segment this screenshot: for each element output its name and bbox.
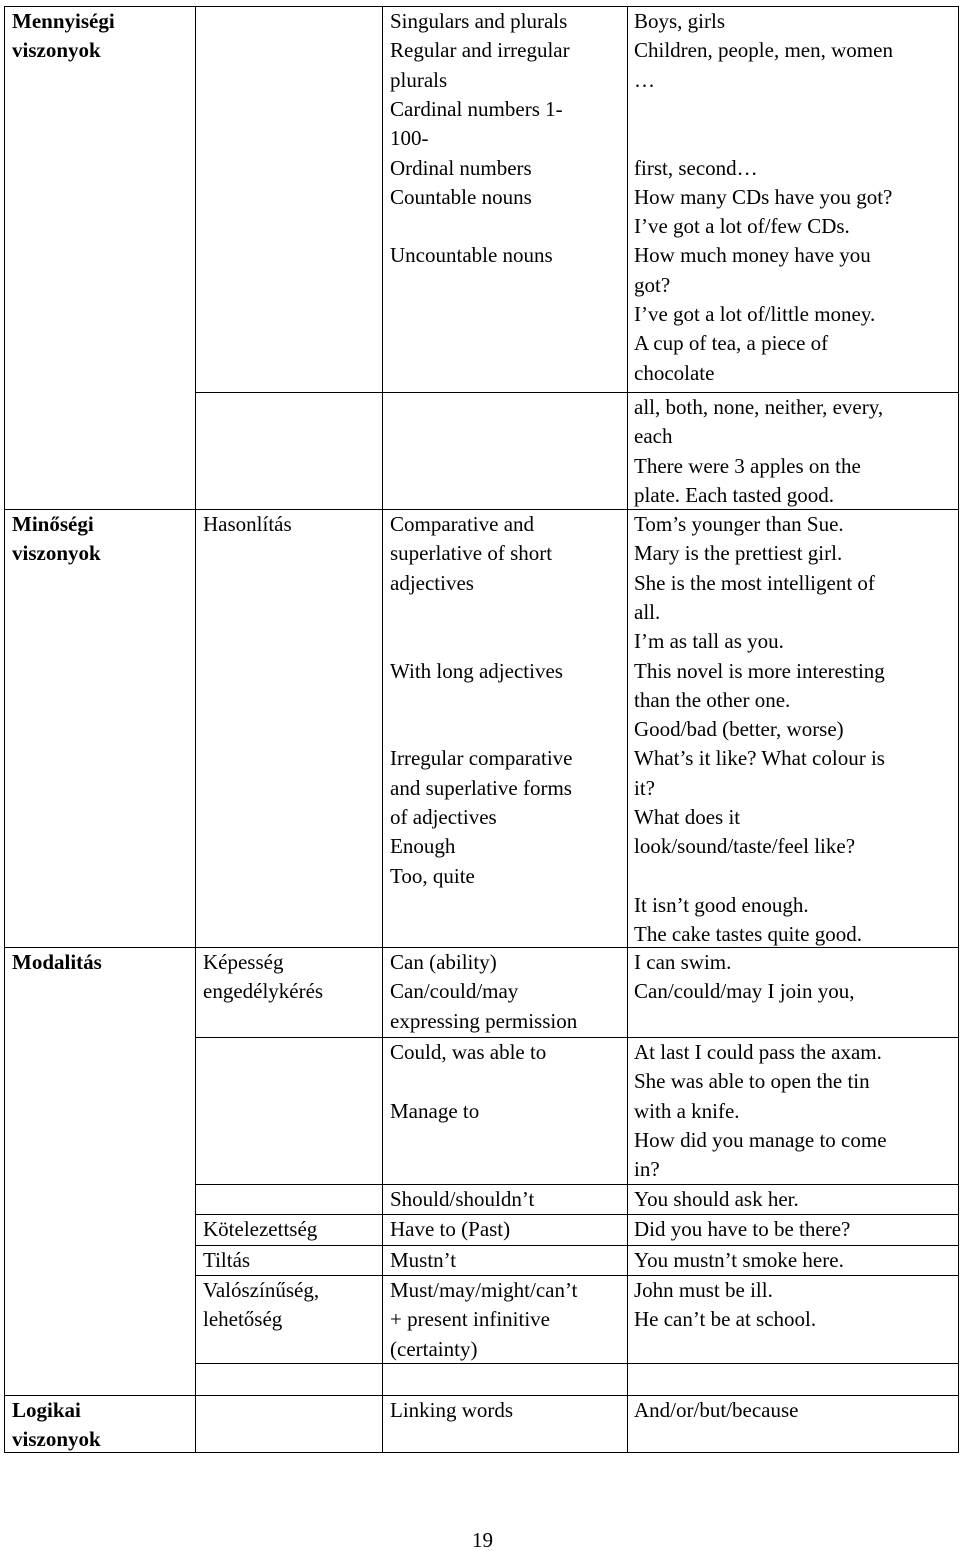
example-sentence: He can’t be at school. <box>634 1307 817 1332</box>
table-rule-horizontal <box>4 1452 959 1453</box>
table-rule-vertical <box>195 6 196 1453</box>
example-sentence: John must be ill. <box>634 1278 773 1302</box>
example-sentence: At last I could pass the axam. <box>634 1040 882 1064</box>
grammar-topic: Comparative and <box>390 512 535 536</box>
table-rule-horizontal <box>195 1363 959 1364</box>
example-sentence: than the other one. <box>634 687 791 712</box>
example-sentence: It isn’t good enough. <box>634 892 809 917</box>
section-label: viszonyok <box>12 541 101 566</box>
subcategory-label: Tiltás <box>203 1248 251 1272</box>
example-sentence: She is the most intelligent of <box>634 570 875 595</box>
table-rule-vertical <box>4 6 5 1453</box>
example-sentence: look/sound/taste/feel like? <box>634 834 856 859</box>
example-sentence: I’ve got a lot of/little money. <box>634 302 876 326</box>
grammar-topic: adjectives <box>390 570 474 595</box>
example-sentence: And/or/but/because <box>634 1398 799 1422</box>
grammar-topic: expressing permission <box>390 1008 578 1033</box>
example-sentence: What’s it like? What colour is <box>634 746 885 771</box>
subcategory-label: Hasonlítás <box>203 512 292 536</box>
example-sentence: The cake tastes quite good. <box>634 922 863 947</box>
example-sentence: I can swim. <box>634 950 732 974</box>
example-sentence: first, second… <box>634 155 758 180</box>
subcategory-label: Valószínűség, <box>203 1278 320 1302</box>
example-sentence: I’m as tall as you. <box>634 629 784 654</box>
grammar-topic: With long adjectives <box>390 658 563 683</box>
grammar-topic: Enough <box>390 834 456 859</box>
grammar-topic: Should/shouldn’t <box>390 1187 535 1211</box>
example-sentence: … <box>634 67 655 92</box>
grammar-topic: Regular and irregular <box>390 38 570 63</box>
section-label: Logikai <box>12 1398 81 1422</box>
example-sentence: Tom’s younger than Sue. <box>634 512 844 536</box>
grammar-topic: Ordinal numbers <box>390 155 532 180</box>
example-sentence: What does it <box>634 805 741 829</box>
example-sentence: You mustn’t smoke here. <box>634 1248 844 1272</box>
example-sentence: with a knife. <box>634 1098 740 1123</box>
table-rule-vertical <box>958 6 959 1453</box>
section-label: viszonyok <box>12 1427 101 1452</box>
grammar-topic: Mustn’t <box>390 1248 457 1272</box>
grammar-topic: Countable nouns <box>390 184 532 209</box>
table-rule-vertical <box>627 6 628 1453</box>
grammar-topic: and superlative forms <box>390 775 572 800</box>
example-sentence: Children, people, men, women <box>634 38 893 63</box>
example-sentence: How much money have you <box>634 243 871 268</box>
grammar-topic: plurals <box>390 67 448 92</box>
example-sentence: Can/could/may I join you, <box>634 979 855 1004</box>
grammar-topic: Too, quite <box>390 863 475 888</box>
example-sentence: A cup of tea, a piece of <box>634 331 829 356</box>
grammar-topic: Singulars and plurals <box>390 9 568 33</box>
section-label: Mennyiségi <box>12 9 115 33</box>
example-sentence: You should ask her. <box>634 1187 799 1211</box>
example-sentence: all, both, none, neither, every, <box>634 395 884 419</box>
example-sentence: it? <box>634 775 655 800</box>
grammar-topic: Cardinal numbers 1- <box>390 96 563 121</box>
example-sentence: I’ve got a lot of/few CDs. <box>634 214 850 239</box>
example-sentence: in? <box>634 1157 660 1182</box>
example-sentence: How did you manage to come <box>634 1127 887 1152</box>
grammar-topic: Can/could/may <box>390 979 519 1004</box>
grammar-topic: Can (ability) <box>390 950 497 974</box>
example-sentence: Did you have to be there? <box>634 1217 851 1241</box>
example-sentence: She was able to open the tin <box>634 1069 870 1094</box>
section-label: Modalitás <box>12 950 102 974</box>
subcategory-label: Képesség <box>203 950 284 974</box>
subcategory-label: lehetőség <box>203 1307 283 1332</box>
subcategory-label: Kötelezettség <box>203 1217 318 1241</box>
example-sentence: There were 3 apples on the <box>634 453 861 478</box>
grammar-topic: Manage to <box>390 1098 480 1123</box>
example-sentence: got? <box>634 272 671 297</box>
grammar-topic: Could, was able to <box>390 1040 547 1064</box>
page-number: 19 <box>472 1528 493 1552</box>
table-rule-horizontal <box>195 1245 959 1246</box>
example-sentence: plate. Each tasted good. <box>634 482 835 507</box>
table-rule-horizontal <box>195 1184 959 1185</box>
grammar-topic: of adjectives <box>390 805 497 829</box>
grammar-topic: Have to (Past) <box>390 1217 511 1241</box>
grammar-topic: + present infinitive <box>390 1307 550 1332</box>
grammar-topic: superlative of short <box>390 541 553 566</box>
table-rule-vertical <box>382 6 383 1453</box>
example-sentence: chocolate <box>634 360 715 385</box>
grammar-topic: (certainty) <box>390 1336 478 1361</box>
example-sentence: This novel is more interesting <box>634 658 885 683</box>
example-sentence: Mary is the prettiest girl. <box>634 541 843 566</box>
example-sentence: How many CDs have you got? <box>634 184 893 209</box>
section-label: viszonyok <box>12 38 101 63</box>
example-sentence: all. <box>634 599 661 624</box>
section-label: Minőségi <box>12 512 94 536</box>
grammar-topic: Linking words <box>390 1398 514 1422</box>
grammar-topic: 100- <box>390 126 429 151</box>
grammar-topic: Must/may/might/can’t <box>390 1278 578 1302</box>
example-sentence: Boys, girls <box>634 9 726 33</box>
subcategory-label: engedélykérés <box>203 979 324 1004</box>
grammar-topic: Irregular comparative <box>390 746 573 771</box>
example-sentence: Good/bad (better, worse) <box>634 717 844 742</box>
grammar-topic: Uncountable nouns <box>390 243 553 268</box>
example-sentence: each <box>634 424 673 449</box>
